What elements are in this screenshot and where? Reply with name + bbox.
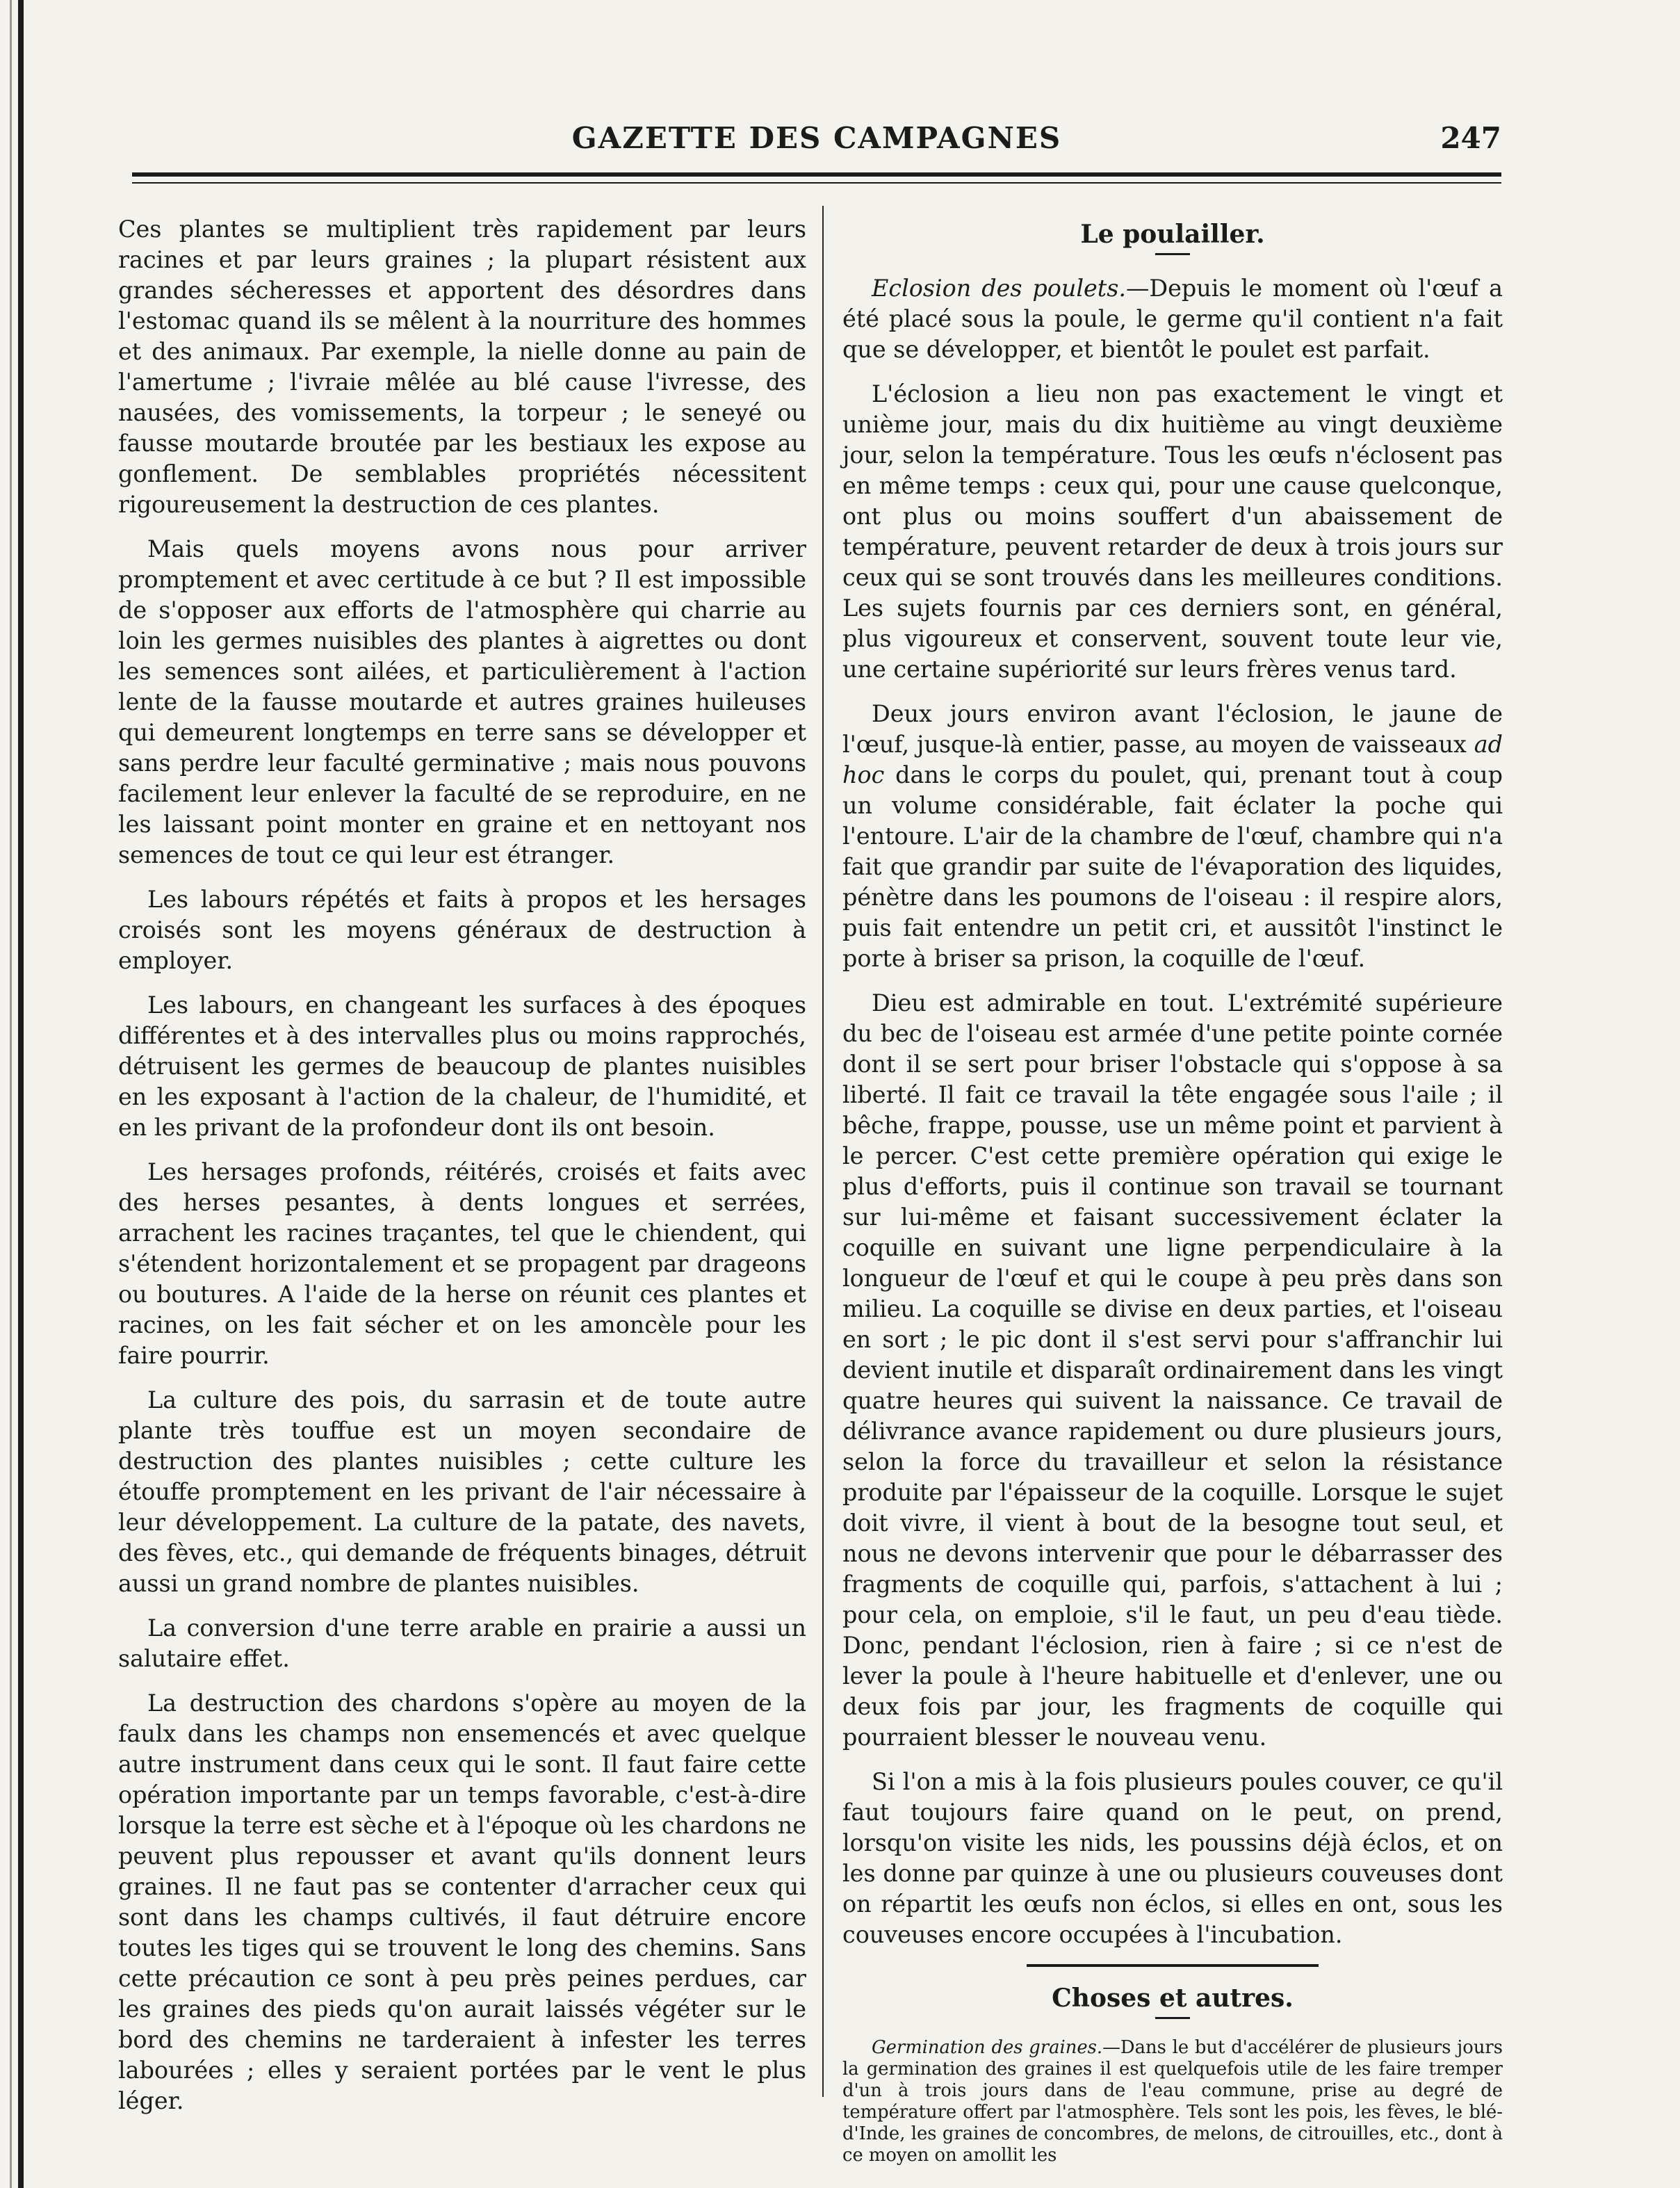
article-lead: Eclosion des poulets. xyxy=(872,275,1126,302)
title-underline xyxy=(1155,2017,1190,2019)
paragraph: Mais quels moyens avons nous pour arriver promptement et avec certitude à ce but ? Il est impossible de s'opposer aux efforts de l'atmosphère qui charrie au loin les germes nuisibles des plantes à aigrettes ou dont les semences sont ailées, et particulièrement à l'action lente de la fausse moutarde et autres graines huileuses qui demeurent longtemps en terre sans se développer et sans perdre leur faculté germinative ; mais nous pouvons facilement leur enlever la faculté de se reproduire, en ne les laissant point monter en graine et en nettoyant nos semences de tout ce qui leur est étranger. xyxy=(118,535,806,868)
paragraph: La culture des pois, du sarrasin et de toute autre plante très touffue est un moyen secondaire de destruction des plantes nuisibles ; cette culture les étouffe promptement en les privant de l'air nécessaire à leur développement. La culture de la patate, des navets, des fèves, etc., qui demande de fréquents binages, détruit aussi un grand nombre de plantes nuisibles. xyxy=(118,1386,806,1597)
page-edge xyxy=(18,0,24,2188)
column-divider xyxy=(822,206,824,2097)
small-print-block xyxy=(842,2037,1503,2166)
paragraph xyxy=(842,2037,1503,2166)
paragraph-text: —Depuis le moment où l'œuf a été placé sous la poule, le germe qu'il contient n'a fait que se développer, et bientôt le poulet est parfait. xyxy=(842,275,1503,363)
paragraph: Les labours répétés et faits à propos et les hersages croisés sont les moyens généraux de destruction à employer. xyxy=(118,886,806,974)
paragraph: L'éclosion a lieu non pas exactement le vingt et unième jour, mais du dix huitième au vingt deuxième jour, selon la température. Tous les œufs n'éclosent pas en même temps : ceux qui, pour une cause quelconque, ont plus ou moins souffert d'un abaissement de température, peuvent retarder de deux à trois jours sur ceux qui se sont trouvés dans les meilleures conditions. Les sujets fournis par ces derniers sont, en général, plus vigoureux et conservent, souvent toute leur vie, une certaine supériorité sur leurs frères venus tard. xyxy=(842,380,1503,683)
paragraph xyxy=(842,273,1503,365)
section-title-poulailler: Le poulailler. xyxy=(1080,220,1265,249)
article-lead: Germination des graines. xyxy=(872,2037,1103,2058)
left-column xyxy=(118,214,806,2130)
paragraph: La conversion d'une terre arable en prairie a aussi un salutaire effet. xyxy=(118,1614,806,1672)
title-underline xyxy=(1155,253,1190,255)
latin-phrase: ad hoc xyxy=(842,731,1503,788)
newspaper-title: GAZETTE DES CAMPAGNES xyxy=(571,121,1062,155)
page-header xyxy=(132,111,1501,167)
paragraph: La destruction des chardons s'opère au moyen de la faulx dans les champs non ensemencés et avec quelque autre instrument dans ceux qui le sont. Il faut faire cette opération importante par un temps favorable, c'est-à-dire lorsque la terre est sèche et à l'époque où les chardons ne peuvent plus repousser et avant qu'ils donnent leurs graines. Il ne faut pas se contenter d'arracher ceux qui sont dans les champs cultivés, il faut détruire encore toutes les tiges qui se trouvent le long des chemins. Sans cette précaution ce sont à peu près peines perdues, car les graines des pieds qu'on aurait laissés végéter sur le bord des chemins ne tarderaient à infester les terres labourées ; elles y seraient portées par le vent le plus léger. xyxy=(118,1689,806,2114)
paragraph: Les labours, en changeant les surfaces à des époques différentes et à des intervalles plus ou moins rapprochés, détruisent les germes de beaucoup de plantes nuisibles en les exposant à l'action de la chaleur, de l'humidité, et en les privant de la profondeur dont ils ont besoin. xyxy=(118,991,806,1141)
page-edge-shadow xyxy=(10,0,12,2188)
paragraph-text: Deux jours environ avant l'éclosion, le jaune de l'œuf, jusque-là entier, passe, au moyen de vaisseaux xyxy=(842,700,1503,758)
paragraph: Les hersages profonds, réitérés, croisés et faits avec des herses pesantes, à dents longues et serrées, arrachent les racines traçantes, tel que le chiendent, qui s'étendent horizontalement et se propagent par drageons ou boutures. A l'aide de la herse on réunit ces plantes et racines, on les fait sécher et on les amoncèle pour les faire pourrir. xyxy=(118,1158,806,1369)
paragraph: Si l'on a mis à la fois plusieurs poules couver, ce qu'il faut toujours faire quand on le peut, on prend, lorsqu'on visite les nids, les poussins déjà éclos, et on les donne par quinze à une ou plusieurs couveuses dont on répartit les œufs non éclos, si elles en ont, sous les couveuses encore occupées à l'incubation. xyxy=(842,1768,1503,1948)
page-number: 247 xyxy=(1440,121,1501,155)
paragraph-text: —Dans le but d'accélérer de plusieurs jours la germination des graines il est quelquefois utile de les faire tremper d'un à trois jours dans de l'eau commune, prise au degré de température offert par l'atmosphère. Tels sont les pois, les fèves, le blé-d'Inde, les graines de concombres, de melons, de citrouilles, etc., dont à ce moyen on amollit les xyxy=(842,2037,1503,2166)
right-column xyxy=(842,214,1503,2166)
section-separator xyxy=(1027,1964,1319,1967)
paragraph xyxy=(842,699,1503,974)
header-rule-thick xyxy=(132,172,1501,177)
paragraph: Dieu est admirable en tout. L'extrémité supérieure du bec de l'oiseau est armée d'une petite pointe cornée dont il se sert pour briser l'obstacle qui s'oppose à sa liberté. Il fait ce travail la tête engagée sous l'aile ; il bêche, frappe, pousse, use un même point et parvient à le percer. C'est cette première opération qui exige le plus d'efforts, puis il continue son travail se tournant sur lui-même et faisant successivement éclater la coquille en suivant une ligne perpendiculaire à la longueur de l'œuf et qui le coupe à peu près dans son milieu. La coquille se divise en deux parties, et l'oiseau en sort ; le pic dont il s'est servi pour s'affranchir lui devient inutile et disparaît ordinairement dans les vingt quatre heures qui suivent la naissance. Ce travail de délivrance avance rapidement ou dure plusieurs jours, selon la force du travailleur et selon la résistance produite par l'épaisseur de la coquille. Lorsque le sujet doit vivre, il vient à bout de la besogne tout seul, et nous ne devons intervenir que pour le débarrasser des fragments de coquille qui, parfois, s'attachent à lui ; pour cela, on emploie, s'il le faut, un peu d'eau tiède. Donc, pendant l'éclosion, rien à faire ; si ce n'est de lever la poule à l'heure habituelle et d'enlever, une ou deux fois par jour, les fragments de coquille qui pourraient blesser le nouveau venu. xyxy=(842,989,1503,1751)
paragraph: Ces plantes se multiplient très rapidement par leurs racines et par leurs graines ; la plupart résistent aux grandes sécheresses et apportent des désordres dans l'estomac quand ils se mêlent à la nourriture des hommes et des animaux. Par exemple, la nielle donne au pain de l'amertume ; l'ivraie mêlée au blé cause l'ivresse, des nausées, des vomissements, la torpeur ; le seneyé ou fausse moutarde broutée par les bestiaux les expose au gonflement. De semblables propriétés nécessitent rigoureusement la destruction de ces plantes. xyxy=(118,216,806,518)
header-rule-thin xyxy=(132,182,1501,184)
section-title-choses: Choses et autres. xyxy=(1052,1984,1294,2013)
paragraph-text: dans le corps du poulet, qui, prenant tout à coup un volume considérable, fait éclater la poche qui l'entoure. L'air de la chambre de l'œuf, chambre qui n'a fait que grandir par suite de l'évaporation des liquides, pénètre dans les poumons de l'oiseau : il respire alors, puis fait entendre un petit cri, et aussitôt l'instinct le porte à briser sa prison, la coquille de l'œuf. xyxy=(842,761,1503,972)
